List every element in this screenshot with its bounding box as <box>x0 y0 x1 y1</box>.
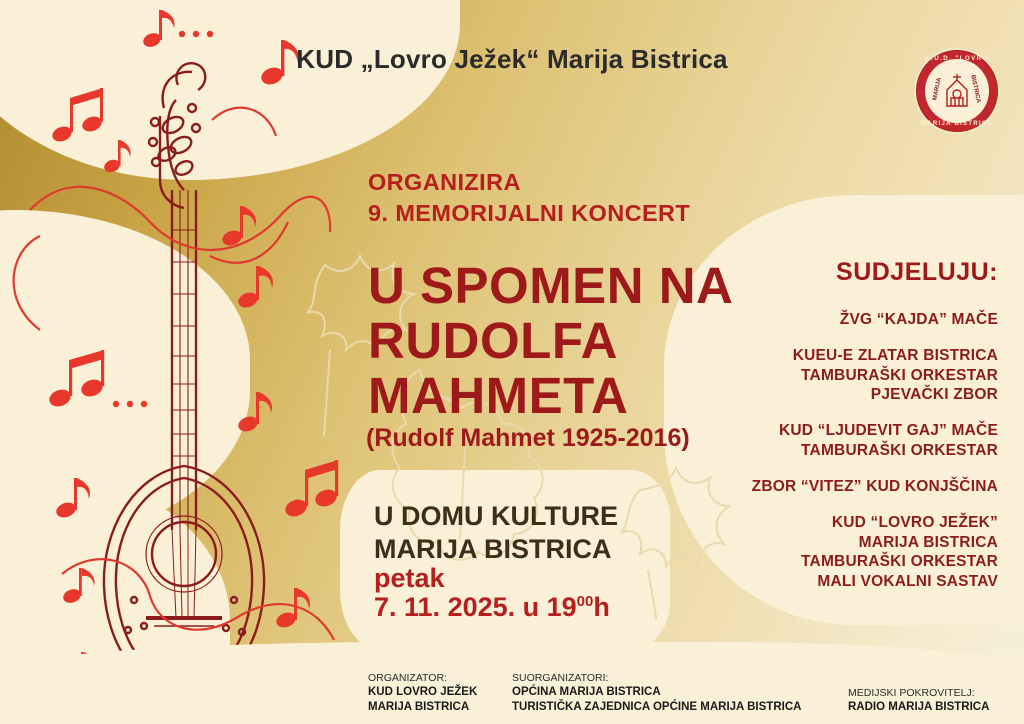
music-note-icon <box>47 350 105 409</box>
participants-heading: SUDJELUJU: <box>836 258 998 286</box>
music-note-icon <box>54 478 90 520</box>
footer-media-line: RADIO MARIJA BISTRICA <box>848 701 990 714</box>
organizes-block <box>368 167 690 229</box>
footer-media-sponsor <box>848 686 989 716</box>
participant-line: ŽVG “KAJDA” MAČE <box>839 311 998 328</box>
organizes-line-1: ORGANIZIRA <box>368 169 521 195</box>
participant-line: KUEU-E ZLATAR BISTRICA <box>792 346 998 364</box>
venue-line-2: MARIJA BISTRICA <box>374 533 612 564</box>
footer-media-label: MEDIJSKI POKROVITELJ: <box>848 687 975 700</box>
participant-group <box>698 346 998 405</box>
memorial-title-line-2: RUDOLFA <box>368 312 618 370</box>
memorial-title-line-1: U SPOMEN NA <box>368 257 734 314</box>
participant-line: ZBOR “VITEZ” KUD KONJŠČINA <box>751 477 998 495</box>
page-title: KUD „Lovro Ježek“ Marija Bistrica <box>296 44 728 74</box>
logo-bottom-text: MARIJA BISTRICA <box>920 120 994 127</box>
music-note-icon <box>220 206 256 248</box>
logo-right-text: BISTRICA <box>968 74 981 104</box>
participant-line: MARIJA BISTRICA <box>858 533 998 551</box>
participant-group <box>698 513 998 592</box>
organizes-line-2: 9. MEMORIJALNI KONCERT <box>368 200 691 227</box>
footer-organizer-label: ORGANIZATOR: <box>368 671 447 684</box>
music-note-icon <box>50 88 104 144</box>
event-date <box>374 592 610 623</box>
event-date-suffix: h <box>593 592 610 622</box>
participant-line: PJEVAČKI ZBOR <box>870 386 998 404</box>
footer-organizer-line: KUD LOVRO JEŽEK <box>368 685 478 698</box>
participant-line: TAMBURAŠKI ORKESTAR <box>801 442 998 460</box>
footer-organizer-line: MARIJA BISTRICA <box>368 701 470 714</box>
music-note-icon <box>236 266 273 310</box>
participant-group <box>698 421 998 461</box>
participant-line: MALI VOKALNI SASTAV <box>817 573 998 591</box>
event-day: petak <box>374 563 445 593</box>
memorial-title-block <box>368 258 733 423</box>
participant-line: TAMBURAŠKI ORKESTAR <box>801 366 998 384</box>
participant-line: TAMBURAŠKI ORKESTAR <box>801 553 998 571</box>
memorial-title-line-3: MAHMETA <box>368 367 629 425</box>
participant-line: KUD “LJUDEVIT GAJ” MAČE <box>778 422 998 440</box>
venue-block <box>374 500 618 566</box>
music-note-icon <box>102 140 130 174</box>
music-note-icon <box>236 392 272 434</box>
music-note-icon <box>61 568 94 605</box>
footer-coorganizers-label: SUORGANIZATORI: <box>512 671 609 684</box>
footer-coorganizers <box>512 671 801 716</box>
footer-coorganizer-line: TURISTIČKA ZAJEDNICA OPĆINE MARIJA BISTRICA <box>512 701 802 714</box>
church-emblem-icon <box>940 72 974 108</box>
kud-logo <box>914 48 1000 134</box>
music-note-icon <box>283 460 339 519</box>
participants-list <box>698 310 998 608</box>
logo-left-text: MARIJA <box>932 77 943 101</box>
venue-line-1: U DOMU KULTURE <box>374 501 618 531</box>
music-note-icon <box>274 588 310 630</box>
footer-organizer <box>368 671 477 716</box>
footer-coorganizer-line: OPĆINA MARIJA BISTRICA <box>512 685 661 698</box>
participant-group <box>698 310 998 330</box>
logo-top-text: K.U.D. "LOVRO JEŽEK" <box>925 55 989 69</box>
event-date-minutes: 00 <box>576 593 594 610</box>
participant-group <box>698 477 998 497</box>
event-date-text: 7. 11. 2025. u 19 <box>374 592 577 622</box>
participant-line: KUD “LOVRO JEŽEK” <box>831 513 998 531</box>
memorial-subtitle: (Rudolf Mahmet 1925-2016) <box>366 424 690 452</box>
